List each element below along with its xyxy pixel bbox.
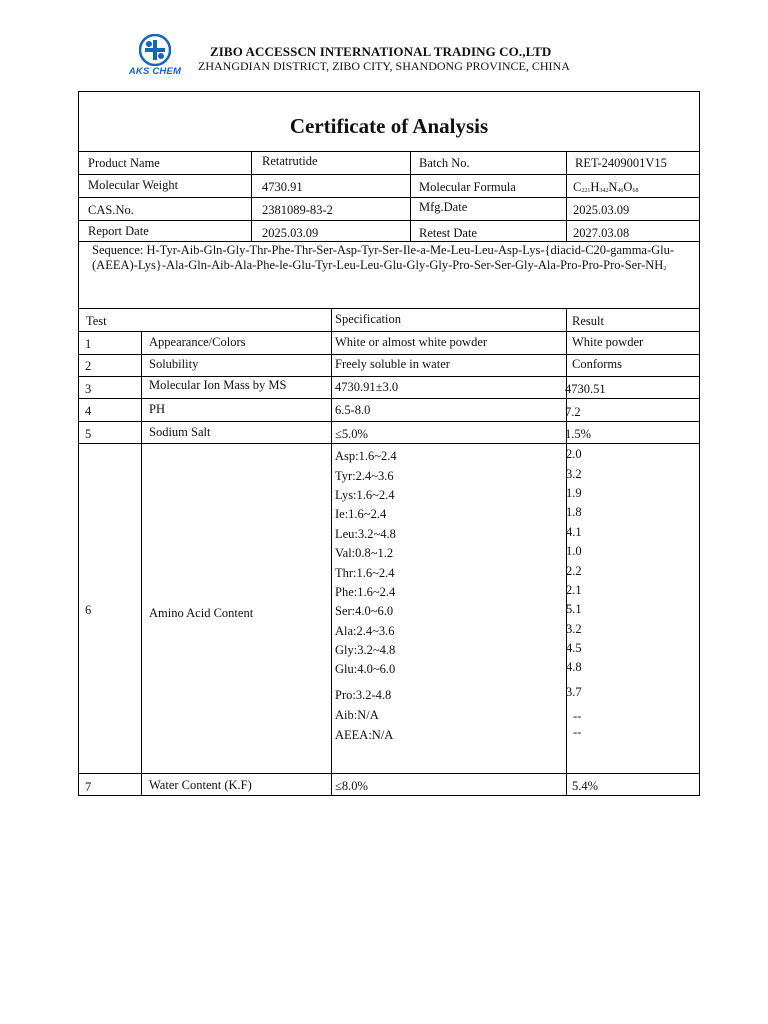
test-1-result: White powder: [572, 335, 644, 349]
test-6-no: 6: [85, 603, 92, 617]
amino-result: 3.2: [566, 467, 582, 481]
test-7-spec: ≤8.0%: [335, 779, 368, 793]
test-5-result: 1.5%: [565, 427, 592, 441]
amino-result: 1.0: [566, 544, 582, 558]
report-date-label: Report Date: [88, 224, 149, 238]
amino-result: --: [573, 725, 582, 739]
molecular-formula-value: $C_{221}H_{342}N_{46}O_{68}$: [573, 180, 639, 194]
report-date-value: 2025.03.09: [262, 226, 319, 240]
product-name-value: Retatrutide: [262, 154, 318, 168]
test-2-no: 2: [85, 359, 92, 373]
test-3-no: 3: [85, 382, 92, 396]
certificate-table: [78, 91, 700, 796]
test-header: Test: [86, 314, 107, 328]
product-name-label: Product Name: [88, 156, 160, 170]
molecular-weight-label: Molecular Weight: [88, 178, 179, 192]
test-5-spec: ≤5.0%: [335, 427, 368, 441]
test-7-name: Water Content (K.F): [149, 778, 252, 792]
logo-text: AKS CHEM: [128, 66, 182, 77]
amino-result: 4.5: [566, 641, 582, 655]
test-6-name: Amino Acid Content: [149, 606, 254, 620]
amino-spec: Leu:3.2~4.8: [335, 527, 396, 541]
amino-result: 4.8: [566, 660, 582, 674]
aks-chem-logo-icon: [139, 34, 171, 66]
amino-spec: Gly:3.2~4.8: [335, 643, 396, 657]
amino-result: 4.1: [566, 525, 582, 539]
amino-result: 3.2: [566, 622, 582, 636]
batch-no-value: RET-2409001V15: [575, 156, 667, 170]
test-2-result: Conforms: [572, 357, 622, 371]
amino-spec: Pro:3.2-4.8: [335, 688, 392, 702]
test-2-spec: Freely soluble in water: [335, 357, 450, 371]
test-3-name: Molecular Ion Mass by MS: [149, 378, 287, 392]
test-3-spec: 4730.91±3.0: [335, 380, 399, 394]
amino-result: 2.1: [566, 583, 582, 597]
company-address: ZHANGDIAN DISTRICT, ZIBO CITY, SHANDONG PROVINCE, CHINA: [198, 59, 570, 73]
test-1-no: 1: [85, 337, 92, 351]
test-4-name: PH: [149, 402, 165, 416]
molecular-formula-label: Molecular Formula: [419, 180, 516, 194]
amino-result: --: [573, 709, 582, 723]
test-4-spec: 6.5-8.0: [335, 403, 371, 417]
amino-result: 3.7: [566, 685, 582, 699]
amino-result: 5.1: [566, 602, 582, 616]
cas-no-label: CAS.No.: [88, 203, 134, 217]
test-3-result: 4730.51: [565, 382, 606, 396]
amino-spec: Val:0.8~1.2: [335, 546, 394, 560]
amino-spec: AEEA:N/A: [335, 728, 394, 742]
peptide-sequence: Sequence: H-Tyr-Aib-Gln-Gly-Thr-Phe-Thr-Ser-Asp-Tyr-Ser-Ile-a-Me-Leu-Leu-Asp-Lys-{diacid-C20-gamma-Glu-(AEEA)-Lys}-Ala-Gln-Aib-Ala$-Phe-le-Glu-Tyr-Leu-Leu-Glu-Gly-Gly-Pro-Ser-Ser-Gly-Ala-Pro-Pro-Pro-Ser-NH_2$: [92, 243, 675, 272]
amino-spec: Lys:1.6~2.4: [335, 488, 395, 502]
test-7-result: 5.4%: [572, 779, 599, 793]
batch-no-label: Batch No.: [419, 156, 470, 170]
amino-spec: Ie:1.6~2.4: [335, 507, 387, 521]
amino-spec: Thr:1.6~2.4: [335, 566, 395, 580]
amino-spec: Tyr:2.4~3.6: [335, 469, 394, 483]
result-header: Result: [572, 314, 604, 328]
amino-result: 2.0: [566, 447, 582, 461]
cas-no-value: 2381089-83-2: [262, 203, 333, 217]
company-logo: [125, 34, 185, 80]
amino-result: 1.9: [566, 486, 582, 500]
test-4-result: 7.2: [565, 405, 581, 419]
molecular-weight-value: 4730.91: [262, 180, 303, 194]
amino-spec: Aib:N/A: [335, 708, 379, 722]
mfg-date-value: 2025.03.09: [573, 203, 630, 217]
test-1-spec: White or almost white powder: [335, 335, 488, 349]
amino-spec: Asp:1.6~2.4: [335, 449, 397, 463]
amino-spec: Ser:4.0~6.0: [335, 604, 394, 618]
retest-date-value: 2027.03.08: [573, 226, 630, 240]
test-1-name: Appearance/Colors: [149, 335, 246, 349]
retest-date-label: Retest Date: [419, 226, 477, 240]
test-5-name: Sodium Salt: [149, 425, 211, 439]
test-2-name: Solubility: [149, 357, 199, 371]
amino-result: 2.2: [566, 564, 582, 578]
amino-spec: Glu:4.0~6.0: [335, 662, 396, 676]
amino-spec: Ala:2.4~3.6: [335, 624, 395, 638]
document-title: Certificate of Analysis: [289, 114, 489, 138]
amino-result: 1.8: [566, 505, 582, 519]
amino-spec: Phe:1.6~2.4: [335, 585, 396, 599]
mfg-date-label: Mfg.Date: [419, 200, 468, 214]
test-5-no: 5: [85, 427, 92, 441]
company-name: ZIBO ACCESSCN INTERNATIONAL TRADING CO.,LTD: [210, 44, 552, 59]
test-4-no: 4: [85, 404, 92, 418]
specification-header: Specification: [335, 312, 401, 326]
test-7-no: 7: [85, 780, 92, 794]
